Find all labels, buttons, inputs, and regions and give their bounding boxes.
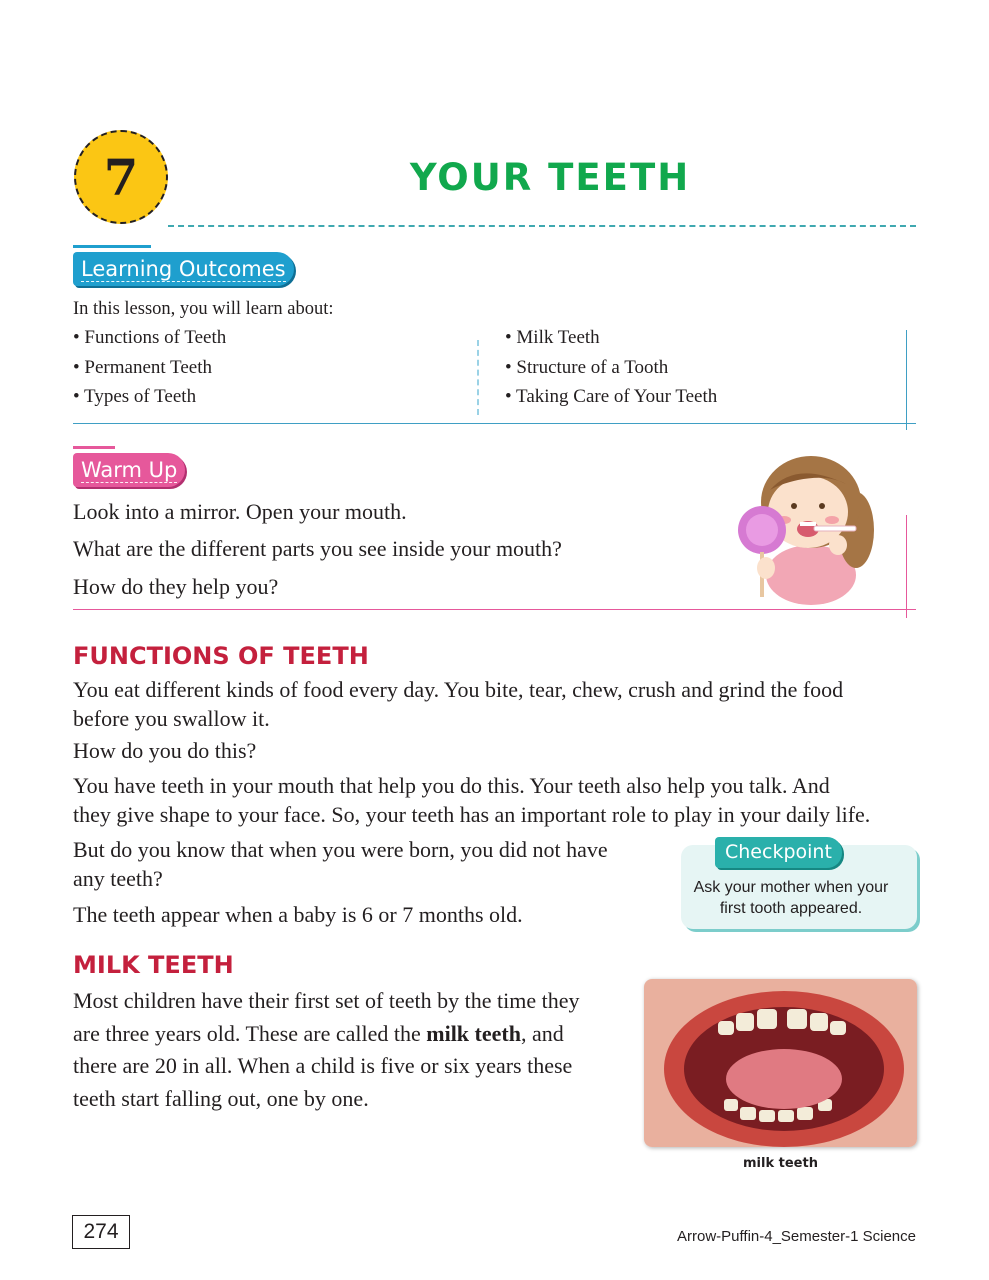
book-footer: Arrow-Puffin-4_Semester-1 Science [677,1228,916,1245]
warm-up-line: How do they help you? [73,574,279,599]
outcome-item: • Taking Care of Your Teeth [505,386,718,407]
section-heading-functions: FUNCTIONS OF TEETH [73,642,369,670]
warm-up-tag [73,453,185,487]
learning-outcomes-accent [73,245,151,248]
learning-outcomes-tag [73,252,294,286]
learning-outcomes-intro: In this lesson, you will learn about: [73,299,334,319]
learning-outcomes-label: Learning Outcomes [81,257,286,281]
warm-up-accent [73,446,115,449]
outcome-item: • Milk Teeth [505,327,600,348]
chapter-number-badge: 7 [74,130,168,224]
body-line: You eat different kinds of food every day. You bite, tear, chew, crush and grind the food [73,677,844,702]
body-line: Most children have their first set of teeth by the time they [73,988,580,1013]
body-line: before you swallow it. [73,706,270,731]
outcome-item: • Permanent Teeth [73,357,212,378]
body-line [73,1019,564,1048]
milk-teeth-photo [644,979,917,1147]
outcome-item: • Functions of Teeth [73,327,227,348]
body-line: How do you do this? [73,738,257,763]
outcomes-column-divider [477,340,479,415]
body-line: any teeth? [73,866,163,891]
warm-up-frame-edge [906,515,907,618]
key-term-milk-teeth: milk teeth [426,1021,521,1046]
body-text: are three years old. These are called the [73,1021,427,1046]
checkpoint-line: Ask your mother when your [693,879,889,896]
body-line: The teeth appear when a baby is 6 or 7 months old. [73,902,523,927]
warm-up-bottom-rule [73,609,916,610]
checkpoint-text [681,877,901,919]
chapter-title: YOUR TEETH [409,156,691,199]
outcomes-frame-edge [906,330,907,430]
outcome-item: • Structure of a Tooth [505,357,669,378]
section-heading-milk-teeth: MILK TEETH [73,951,234,979]
outcome-item: • Types of Teeth [73,386,197,407]
title-divider [168,225,916,227]
photo-caption: milk teeth [743,1156,818,1171]
warm-up-label: Warm Up [81,458,178,482]
warm-up-line: What are the different parts you see inside your mouth? [73,536,562,561]
checkpoint-label: Checkpoint [715,837,842,868]
body-line: there are 20 in all. When a child is five or six years these [73,1053,573,1078]
checkpoint-line: first tooth appeared. [719,900,863,917]
body-line: they give shape to your face. So, your teeth has an important role to play in your daily life. [73,802,871,827]
page-number: 274 [72,1215,130,1249]
girl-brushing-teeth-illustration [736,440,886,605]
outcomes-bottom-rule [73,423,916,424]
body-text: , and [520,1021,564,1046]
body-line: teeth start falling out, one by one. [73,1086,369,1111]
body-line: You have teeth in your mouth that help you do this. Your teeth also help you talk. And [73,773,830,798]
warm-up-line: Look into a mirror. Open your mouth. [73,499,407,524]
body-line: But do you know that when you were born, you did not have [73,837,608,862]
